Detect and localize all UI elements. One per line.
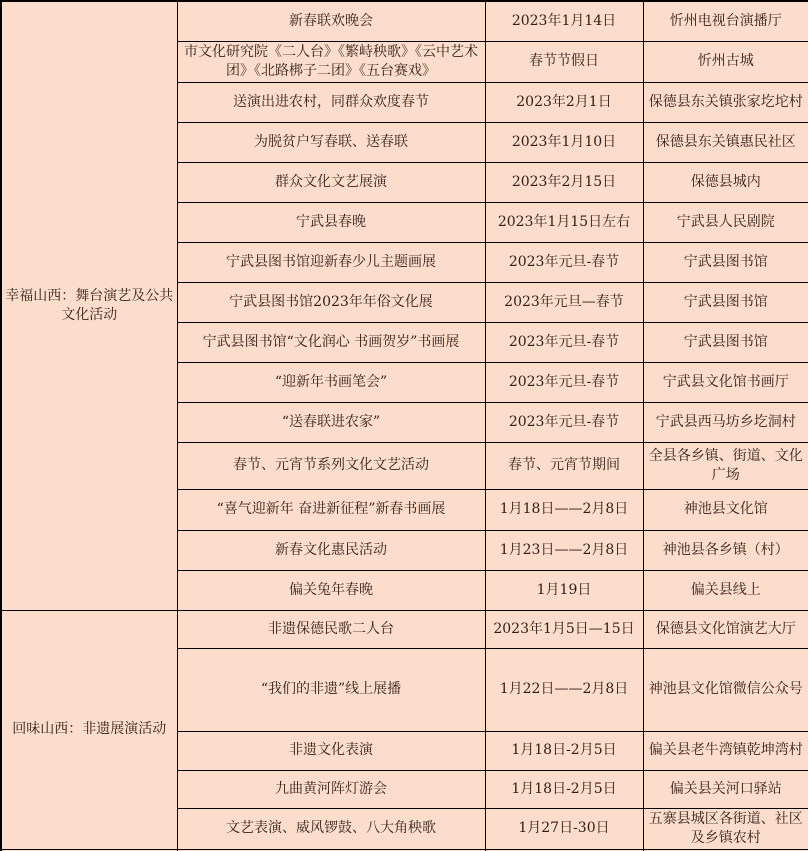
table-body [1, 1, 808, 851]
location-cell: 保德县文化馆演艺大厅 [643, 610, 808, 648]
event-cell: 九曲黄河阵灯游会 [177, 770, 485, 808]
date-cell: 2023年元旦-春节 [485, 242, 643, 282]
date-cell: 2023年元旦—春节 [485, 282, 643, 322]
event-cell: 偏关兔年春晚 [177, 570, 485, 610]
event-cell: 春节、元宵节系列文化文艺活动 [177, 442, 485, 489]
date-cell: 2023年元旦-春节 [485, 402, 643, 442]
location-cell: 宁武县图书馆 [643, 322, 808, 362]
date-cell: 1月27日-30日 [485, 808, 643, 849]
event-cell: 群众文化文艺展演 [177, 162, 485, 202]
event-cell: 宁武县图书馆迎新春少儿主题画展 [177, 242, 485, 282]
date-cell: 春节节假日 [485, 41, 643, 82]
date-cell: 1月18日-2月5日 [485, 770, 643, 808]
date-cell: 2023年1月15日左右 [485, 202, 643, 242]
event-cell: 新春联欢晚会 [177, 1, 485, 41]
date-cell: 1月18日-2月5日 [485, 731, 643, 770]
location-cell: 保德县东关镇惠民社区 [643, 122, 808, 162]
location-cell: 全县各乡镇、街道、文化广场 [643, 442, 808, 489]
event-cell: 非遗保德民歌二人台 [177, 610, 485, 648]
event-cell: 宁武县春晚 [177, 202, 485, 242]
location-cell: 保德县东关镇张家圪坨村 [643, 82, 808, 122]
date-cell: 2023年元旦-春节 [485, 322, 643, 362]
event-cell: 宁武县图书馆“文化润心 书画贺岁”书画展 [177, 322, 485, 362]
date-cell: 1月19日 [485, 570, 643, 610]
event-cell: 新春文化惠民活动 [177, 530, 485, 570]
date-cell: 2023年元旦-春节 [485, 362, 643, 402]
date-cell: 2023年1月14日 [485, 1, 643, 41]
location-cell: 宁武县文化馆书画厅 [643, 362, 808, 402]
location-cell: 忻州古城 [643, 41, 808, 82]
location-cell: 神池县各乡镇（村） [643, 530, 808, 570]
event-cell: “我们的非遗”线上展播 [177, 648, 485, 731]
location-cell: 宁武县图书馆 [643, 282, 808, 322]
event-cell: 为脱贫户写春联、送春联 [177, 122, 485, 162]
location-cell: 神池县文化馆 [643, 489, 808, 530]
table-row [1, 1, 808, 41]
date-cell: 2023年2月1日 [485, 82, 643, 122]
location-cell: 五寨县城区各街道、社区及乡镇农村 [643, 808, 808, 849]
location-cell: 宁武县图书馆 [643, 242, 808, 282]
event-cell: 送演出进农村，同群众欢度春节 [177, 82, 485, 122]
location-cell: 偏关县关河口驿站 [643, 770, 808, 808]
location-cell: 宁武县西马坊乡圪洞村 [643, 402, 808, 442]
date-cell: 1月18日——2月8日 [485, 489, 643, 530]
date-cell: 2023年1月10日 [485, 122, 643, 162]
location-cell: 宁武县人民剧院 [643, 202, 808, 242]
location-cell: 偏关县线上 [643, 570, 808, 610]
event-cell: 宁武县图书馆2023年年俗文化展 [177, 282, 485, 322]
location-cell: 偏关县老牛湾镇乾坤湾村 [643, 731, 808, 770]
event-cell: 市文化研究院《二人台》《繁峙秧歌》《云中艺术团》《北路梆子二团》《五台赛戏》 [177, 41, 485, 82]
event-cell: “迎新年书画笔会” [177, 362, 485, 402]
date-cell: 1月22日——2月8日 [485, 648, 643, 731]
location-cell: 保德县城内 [643, 162, 808, 202]
date-cell: 春节、元宵节期间 [485, 442, 643, 489]
event-cell: “送春联进农家” [177, 402, 485, 442]
location-cell: 神池县文化馆微信公众号 [643, 648, 808, 731]
event-cell: 非遗文化表演 [177, 731, 485, 770]
date-cell: 1月23日——2月8日 [485, 530, 643, 570]
category-cell: 幸福山西：舞台演艺及公共文化活动 [1, 1, 177, 610]
event-cell: “喜气迎新年 奋进新征程”新春书画展 [177, 489, 485, 530]
date-cell: 2023年2月15日 [485, 162, 643, 202]
category-cell: 回味山西：非遗展演活动 [1, 610, 177, 849]
event-cell: 文艺表演、威风锣鼓、八大角秧歌 [177, 808, 485, 849]
date-cell: 2023年1月5日—15日 [485, 610, 643, 648]
location-cell: 忻州电视台演播厅 [643, 1, 808, 41]
table-row [1, 610, 808, 648]
